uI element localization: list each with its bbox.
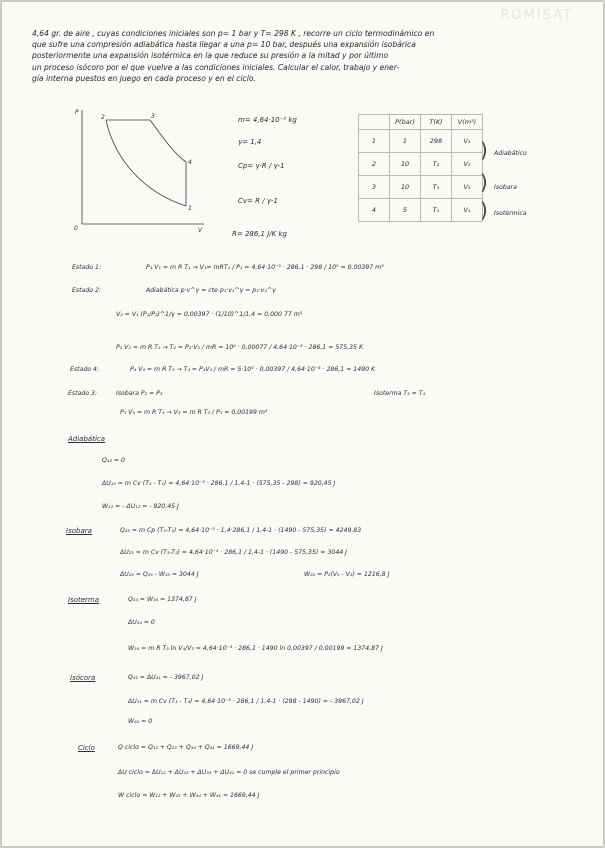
section-title: Ciclo <box>78 744 95 752</box>
problem-statement <box>32 28 572 84</box>
gamma-constant: γ= 1,4 <box>238 138 262 146</box>
process-label: Isotérmica <box>494 210 527 217</box>
state-equation: V₂ = V₁ (P₁/P₂)^1/γ = 0,00397 · (1/10)^1/1,4 = 0,000 77 m³ <box>116 311 303 318</box>
mass-constant: m= 4,64·10⁻³ kg <box>238 116 297 124</box>
section-title: Isobara <box>66 527 92 535</box>
state-equation: P₁ V₁ = m R T₁ → V₁= mRT₁ / P₁ = 4,64·10⁻³ · 286,1 · 298 / 10⁵ = 0,00397 m³ <box>146 264 384 271</box>
problem-line: un proceso isócoro por el que vuelve a las condiciones iniciales. Calcular el calor, trabajo y ener- <box>32 62 400 72</box>
state-label: Estado 3: <box>68 390 98 397</box>
energy-equation: ΔU₄₁ = m Cv (T₁ - T₄) = 4,64·10⁻³ · 286,1 / 1,4-1 · (298 - 1490) = - 3967,02 J <box>128 698 364 705</box>
state-equation: Isobara P₂ = P₃ <box>116 390 163 397</box>
table-header <box>359 115 390 130</box>
origin-label: 0 <box>74 225 78 232</box>
work-equation: W₁₂ = - ΔU₁₂ = - 920,45 J <box>102 503 179 510</box>
brace-mark: ) <box>480 198 488 222</box>
problem-line: posteriormente una expansión isotérmica en la que reduce su presión a la mitad y por último <box>32 51 389 61</box>
pv-diagram <box>70 106 210 234</box>
cp-formula: Cp= γ·R / γ-1 <box>238 162 285 170</box>
state-label: Estado 2: <box>72 287 102 294</box>
problem-line: gía interna puestos en juego en cada proceso y en el ciclo. <box>32 73 256 83</box>
heat-equation: Q ciclo = Q₁₂ + Q₂₃ + Q₃₄ + Q₄₁ = 1669,44 J <box>118 744 254 751</box>
isotherm-3-4 <box>150 120 186 162</box>
brace-mark: ) <box>480 170 488 194</box>
work-equation: W₂₃ = P₂(V₃ - V₂) = 1216,8 J <box>304 571 390 578</box>
heat-equation: Q₂₃ = m Cp (T₃-T₂) = 4,64·10⁻³ · 1,4·286,1 / 1,4-1 · (1490 - 575,35) = 4249,83 <box>120 527 362 534</box>
table-header: T(K) <box>421 115 452 130</box>
table-header: V(m³) <box>452 115 483 130</box>
table-row: 1 1 298 V₁ <box>359 130 483 153</box>
r-constant: R= 286,1 J/K kg <box>232 230 287 238</box>
work-equation: W ciclo = W₁₂ + W₂₃ + W₃₄ + W₄₁ = 1669,44 J <box>118 792 260 799</box>
state-table <box>358 114 483 222</box>
section-title: Isoterma <box>68 596 100 604</box>
work-equation: W₄₁ = 0 <box>128 718 153 725</box>
process-label: Isobara <box>494 184 517 191</box>
section-title: Adiabática <box>68 435 106 443</box>
point-label: 1 <box>188 205 192 212</box>
point-label: 2 <box>101 114 105 121</box>
work-equation: W₃₄ = m R T₃ ln V₄/V₃ = 4,64·10⁻³ · 286,1 · 1490 ln 0,00397 / 0,00199 = 1374,87 J <box>128 645 383 652</box>
state-equation: Isoterma T₃ = T₄ <box>374 390 426 397</box>
state-label: Estado 1: <box>72 264 102 271</box>
state-equation: P₄ V₄ = m R T₄ → T₄ = P₄V₄ / mR = 5·10⁵ · 0,00397 / 4,64·10⁻³ · 286,1 = 1490 K <box>130 366 376 373</box>
heat-equation: Q₃₄ = W₃₄ = 1374,87 J <box>128 596 197 603</box>
work-equation: ΔU₂₃ = Q₂₃ - W₂₃ = 3044 J <box>120 571 199 578</box>
point-label: 4 <box>188 159 192 166</box>
v-axis-label: V <box>198 227 203 234</box>
state-equation: P₂ V₂ = m R T₂ → T₂ = P₂·V₂ / mR = 10⁶ · 0,00077 / 4,64·10⁻³ · 286,1 = 575,35 K <box>116 344 364 351</box>
table-row: 4 5 T₃ V₄ <box>359 199 483 222</box>
problem-line: 4,64 gr. de aire , cuyas condiciones iniciales son p= 1 bar y T= 298 K , recorre un ciclo termodinámico en <box>32 29 435 38</box>
energy-equation: ΔU ciclo = ΔU₁₂ + ΔU₂₃ + ΔU₃₄ + ΔU₄₁ = 0 se cumple el primer principio <box>118 769 340 776</box>
problem-line: que sufre una compresión adiabática hasta llegar a una p= 10 bar, después una expansión isobárica <box>32 40 416 50</box>
process-label: Adiabático <box>494 150 527 157</box>
state-label: Estado 4: <box>70 366 100 373</box>
section-title: Isócora <box>70 674 96 682</box>
table-header: P(bar) <box>390 115 421 130</box>
point-label: 3 <box>151 113 155 120</box>
state-equation: Adiabática p·v^γ = cte p₁·v₁^γ = p₂·v₂^γ <box>146 287 276 294</box>
heat-equation: Q₁₂ = 0 <box>102 457 125 464</box>
brace-mark: ) <box>480 138 488 162</box>
table-row: 3 10 T₃ V₃ <box>359 176 483 199</box>
energy-equation: ΔU₃₄ = 0 <box>128 619 155 626</box>
cv-formula: Cv= R / γ-1 <box>238 197 278 205</box>
paper-stamp: ROMISAT <box>500 8 573 23</box>
adiabat-1-2 <box>106 120 186 206</box>
heat-equation: Q₄₁ = ΔU₄₁ = - 3967,02 J <box>128 674 204 681</box>
state-equation: P₃ V₃ = m R T₃ → V₃ = m R T₃ / P₃ = 0,00199 m³ <box>120 409 268 416</box>
notebook-page <box>2 2 603 846</box>
p-axis-label: P <box>75 109 79 116</box>
energy-equation: ΔU₁₂ = m Cv (T₂ - T₁) = 4,64·10⁻³ · 286,1 / 1,4-1 · (575,35 - 298) = 920,45 J <box>102 480 336 487</box>
energy-equation: ΔU₂₃ = m Cv (T₃-T₂) = 4,64·10⁻³ · 286,1 / 1,4-1 · (1490 - 575,35) = 3044 J <box>120 549 347 556</box>
table-row: 2 10 T₂ V₂ <box>359 153 483 176</box>
